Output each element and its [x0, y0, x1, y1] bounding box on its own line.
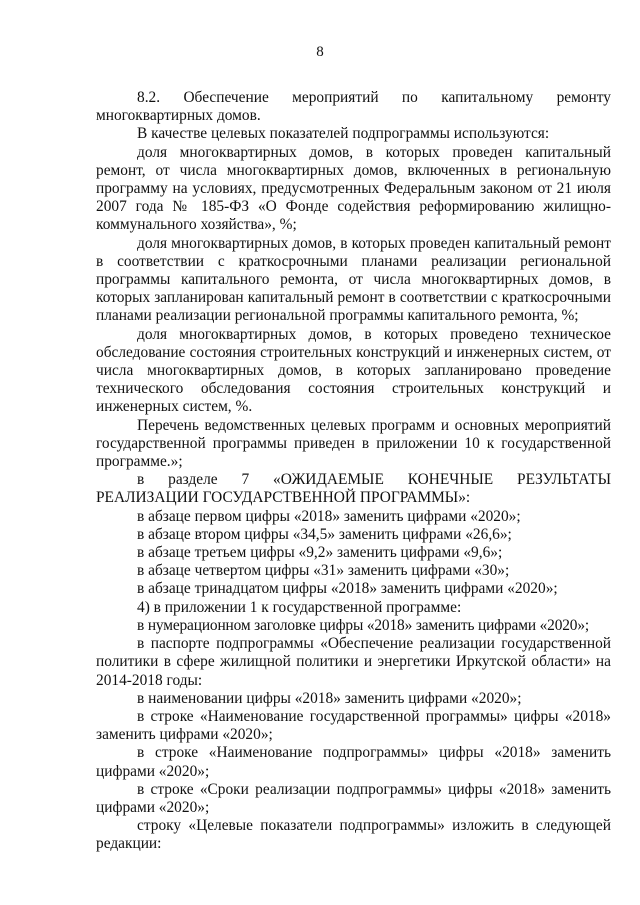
list-item-amendment: в строке «Наименование подпрограммы» цифры «2018» заменить цифрами «2020»; — [96, 744, 611, 780]
list-item-amendment: в нумерационном заголовке цифры «2018» заменить цифрами «2020»; — [137, 616, 590, 634]
list-item-amendment: в абзаце четвертом цифры «31» заменить цифрами «30»; — [137, 562, 510, 580]
paragraph-section-7: в разделе 7 «ОЖИДАЕМЫЕ КОНЕЧНЫЕ РЕЗУЛЬТАТЫ РЕАЛИЗАЦИИ ГОСУДАРСТВЕННОЙ ПРОГРАММЫ»: — [96, 471, 611, 507]
paragraph-indicators-intro: В качестве целевых показателей подпрограммы используются: — [137, 125, 550, 143]
paragraph-indicator-1: доля многоквартирных домов, в которых проведен капитальный ремонт, от числа многоквартирных домов, включенных в региональную программу на условиях, предусмотренных Федеральным законом от 21 июля 2007 года № 185-ФЗ «О Фонде содействия реформированию жилищно-коммунального хозяйства», %; — [96, 143, 611, 234]
paragraph-section-heading: 8.2. Обеспечение мероприятий по капитальному ремонту многоквартирных домов. — [96, 89, 611, 125]
list-item-amendment: в строке «Сроки реализации подпрограммы» цифры «2018» заменить цифрами «2020»; — [96, 780, 611, 816]
paragraph-appendix-1: 4) в приложении 1 к государственной программе: — [137, 598, 462, 616]
document-body — [96, 89, 611, 854]
paragraph-indicator-2: доля многоквартирных домов, в которых проведен капитальный ремонт в соответствии с краткосрочными планами реализации региональной программы капитального ремонта, от числа многоквартирных домов, в которых запланирован капитальный ремонт в соответствии с краткосрочными планами реализации региональной программы капитального ремонта, %; — [96, 234, 611, 325]
paragraph-target-indicators: строку «Целевые показатели подпрограммы» изложить в следующей редакции: — [96, 817, 611, 853]
list-item-amendment: в строке «Наименование государственной программы» цифры «2018» заменить цифрами «2020»; — [96, 707, 611, 744]
list-item-amendment: в наименовании цифры «2018» заменить цифрами «2020»; — [137, 689, 522, 707]
list-item-amendment: в абзаце первом цифры «2018» заменить цифрами «2020»; — [137, 507, 521, 525]
list-item-amendment: в абзаце втором цифры «34,5» заменить цифрами «26,6»; — [137, 525, 512, 543]
paragraph-programs-list: Перечень ведомственных целевых программ и основных мероприятий государственной программы приведен в приложении 10 к государственной программе.»; — [96, 416, 611, 471]
list-item-amendment: в абзаце тринадцатом цифры «2018» заменить цифрами «2020»; — [137, 580, 558, 598]
paragraph-subprogram-passport: в паспорте подпрограммы «Обеспечение реализации государственной политики в сфере жилищной политики и энергетики Иркутской области» на 2014-2018 годы: — [96, 635, 611, 689]
list-item-amendment: в абзаце третьем цифры «9,2» заменить цифрами «9,6»; — [137, 544, 503, 562]
page-number: 8 — [316, 44, 324, 60]
paragraph-indicator-3: доля многоквартирных домов, в которых проведено техническое обследование состояния строительных конструкций и инженерных систем, от числа многоквартирных домов, в которых запланировано проведение технического обследования состояния строительных конструкций и инженерных систем, %. — [96, 325, 611, 416]
